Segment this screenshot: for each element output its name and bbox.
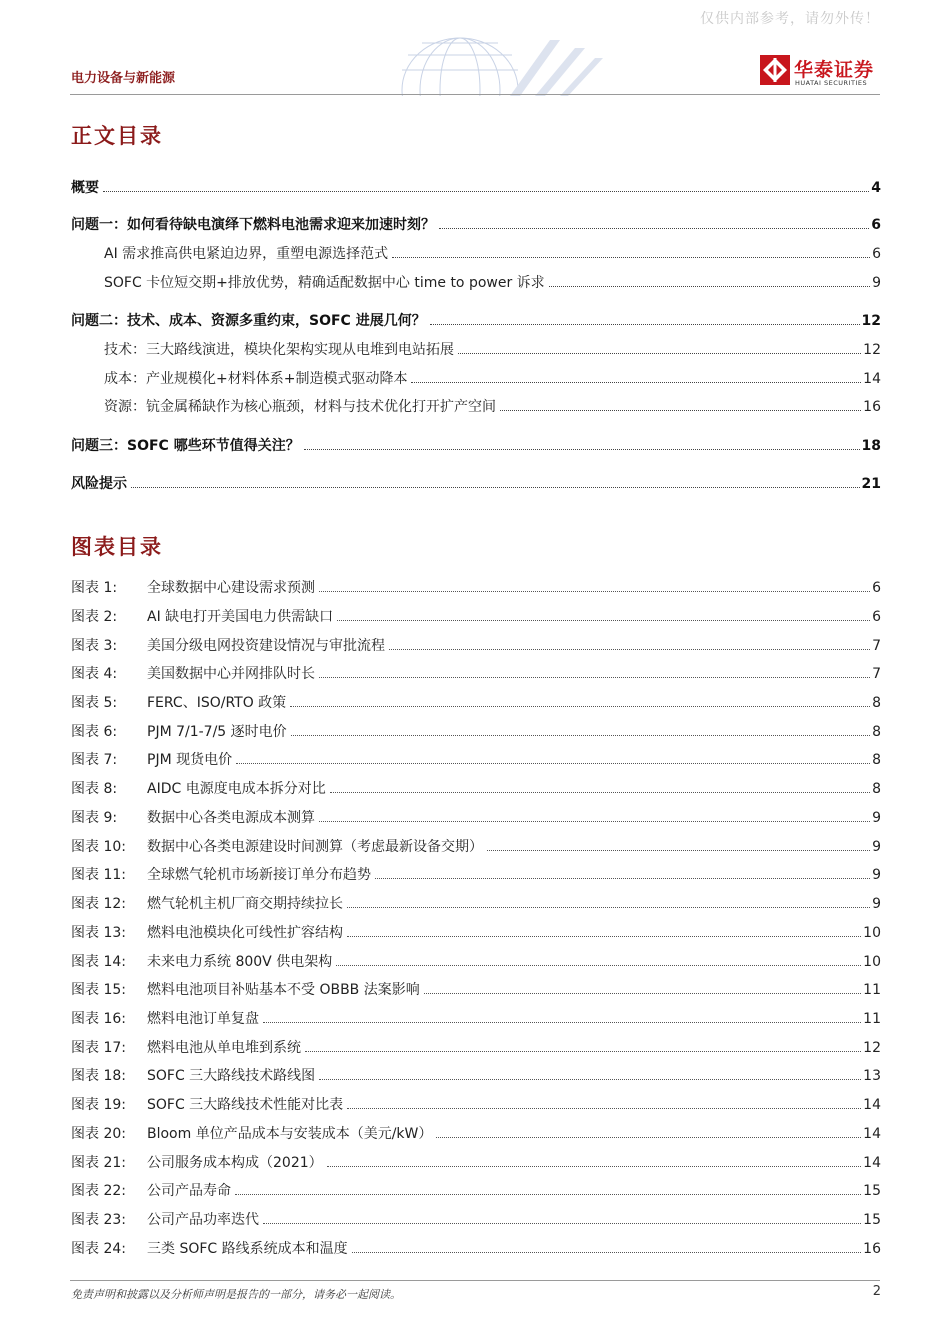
figure-entry-number: 图表 9: bbox=[71, 809, 118, 826]
toc-entry-page: 12 bbox=[863, 342, 881, 358]
dot-leader bbox=[375, 878, 870, 879]
figure-entry-page: 6 bbox=[872, 580, 881, 596]
figure-entry-number: 图表 19: bbox=[71, 1097, 126, 1114]
figure-entry-page: 8 bbox=[872, 694, 881, 711]
figure-entry[interactable] bbox=[71, 692, 881, 712]
watermark-text: 仅供内部参考，请勿外传！ bbox=[700, 11, 880, 27]
figure-entry-page: 11 bbox=[863, 982, 881, 999]
figure-entry-label: PJM 7/1-7/5 逐时电价 bbox=[147, 723, 287, 740]
toc-entry-label: SOFC 卡位短交期+排放优势，精确适配数据中心 time to power 诉求 bbox=[104, 275, 545, 291]
figure-entry[interactable] bbox=[71, 577, 881, 597]
dot-leader bbox=[549, 286, 870, 287]
figure-entry-number: 图表 6: bbox=[71, 723, 118, 740]
figure-entry[interactable] bbox=[71, 721, 881, 741]
toc-entry-page: 16 bbox=[863, 399, 881, 415]
figure-entry-label: 燃料电池项目补贴基本不受 OBBB 法案影响 bbox=[147, 982, 420, 999]
figure-entry-number: 图表 10: bbox=[71, 838, 126, 855]
figure-entry-label: SOFC 三大路线技术路线图 bbox=[147, 1068, 316, 1085]
dot-leader bbox=[389, 649, 870, 650]
figure-entry-label: 美国分级电网投资建设情况与审批流程 bbox=[147, 637, 385, 654]
dot-leader bbox=[330, 792, 870, 793]
figure-entry-number: 图表 1: bbox=[71, 580, 118, 596]
figure-entry-label: 未来电力系统 800V 供电架构 bbox=[147, 953, 333, 970]
figure-entry-page: 13 bbox=[863, 1068, 881, 1085]
figure-entry[interactable] bbox=[71, 606, 881, 626]
figure-entry[interactable] bbox=[71, 663, 881, 683]
toc-subentry[interactable] bbox=[104, 272, 881, 292]
figure-entry-page: 10 bbox=[863, 924, 881, 941]
figure-entry[interactable] bbox=[71, 778, 881, 798]
figure-entry-page: 8 bbox=[872, 781, 881, 798]
figure-entry-page: 16 bbox=[863, 1240, 881, 1257]
dot-leader bbox=[352, 1252, 862, 1253]
dot-leader bbox=[436, 1137, 861, 1138]
figure-entry-label: SOFC 三大路线技术性能对比表 bbox=[147, 1097, 344, 1114]
figure-entry[interactable] bbox=[71, 864, 881, 884]
figure-entry[interactable] bbox=[71, 922, 881, 942]
toc-entry-page: 14 bbox=[863, 371, 881, 387]
figure-entry-label: 美国数据中心并网排队时长 bbox=[147, 666, 315, 683]
toc-entry-label: 风险提示 bbox=[71, 476, 127, 492]
figure-entry-label: 数据中心各类电源成本测算 bbox=[147, 809, 315, 826]
dot-leader bbox=[347, 936, 861, 937]
figure-entry-page: 14 bbox=[863, 1154, 881, 1171]
toc-entry-label: AI 需求推高供电紧迫边界，重塑电源选择范式 bbox=[104, 246, 389, 262]
dot-leader bbox=[131, 487, 860, 488]
toc-entry-page: 6 bbox=[871, 217, 881, 233]
figure-entry-number: 图表 3: bbox=[71, 637, 118, 654]
dot-leader bbox=[458, 353, 861, 354]
toc-entry-page: 21 bbox=[861, 476, 881, 492]
figure-entry-number: 图表 11: bbox=[71, 867, 126, 884]
toc-entry-page: 6 bbox=[872, 246, 881, 262]
figure-entry-page: 12 bbox=[863, 1039, 881, 1056]
figure-entry-page: 8 bbox=[872, 723, 881, 740]
dot-leader bbox=[290, 706, 870, 707]
figure-entry-page: 14 bbox=[863, 1125, 881, 1142]
figure-entry-number: 图表 22: bbox=[71, 1183, 126, 1200]
figure-entry-number: 图表 15: bbox=[71, 982, 126, 999]
dot-leader bbox=[263, 1223, 861, 1224]
figure-entry[interactable] bbox=[71, 836, 881, 856]
dot-leader bbox=[235, 1194, 861, 1195]
dot-leader bbox=[327, 1166, 862, 1167]
figure-entry-number: 图表 12: bbox=[71, 896, 126, 912]
figure-entry-label: FERC、ISO/RTO 政策 bbox=[147, 694, 287, 711]
figure-entry-page: 10 bbox=[863, 953, 881, 970]
figure-entry-page: 9 bbox=[872, 896, 881, 912]
dot-leader bbox=[336, 965, 861, 966]
figure-entry-page: 11 bbox=[863, 1011, 881, 1027]
figure-entry-page: 15 bbox=[863, 1183, 881, 1200]
figure-entry-number: 图表 21: bbox=[71, 1154, 126, 1171]
dot-leader bbox=[291, 735, 870, 736]
figures-title: 图表目录 bbox=[71, 535, 163, 559]
figure-entry-label: 数据中心各类电源建设时间测算（考虑最新设备交期） bbox=[147, 838, 483, 855]
figure-entry[interactable] bbox=[71, 1065, 881, 1085]
toc-subentry[interactable] bbox=[104, 396, 881, 416]
figure-entry-number: 图表 14: bbox=[71, 953, 126, 970]
dot-leader bbox=[319, 1079, 861, 1080]
figure-entry-number: 图表 4: bbox=[71, 666, 118, 683]
dot-leader bbox=[392, 257, 870, 258]
footer-divider bbox=[70, 1280, 880, 1281]
figure-entry[interactable] bbox=[71, 1152, 881, 1172]
dot-leader bbox=[319, 677, 870, 678]
figure-entry[interactable] bbox=[71, 1094, 881, 1114]
figure-entry-number: 图表 13: bbox=[71, 924, 126, 941]
dot-leader bbox=[347, 1108, 861, 1109]
dot-leader bbox=[424, 993, 861, 994]
figure-entry-label: 三类 SOFC 路线系统成本和温度 bbox=[147, 1240, 348, 1257]
figure-entry-label: 全球燃气轮机市场新接订单分布趋势 bbox=[147, 867, 371, 884]
figure-entry-number: 图表 20: bbox=[71, 1125, 126, 1142]
dot-leader bbox=[319, 591, 870, 592]
figure-entry[interactable] bbox=[71, 1037, 881, 1057]
toc-entry[interactable] bbox=[71, 214, 881, 234]
toc-entry-page: 4 bbox=[871, 180, 881, 196]
dot-leader bbox=[263, 1022, 861, 1023]
figure-entry-page: 7 bbox=[872, 637, 881, 654]
figure-entry[interactable] bbox=[71, 893, 881, 913]
huatai-logo-mark-icon bbox=[760, 55, 790, 85]
page-number: 2 bbox=[872, 1284, 881, 1299]
toc-entry-label: 问题二：技术、成本、资源多重约束，SOFC 进展几何？ bbox=[71, 313, 426, 329]
toc-title: 正文目录 bbox=[71, 124, 163, 148]
toc-entry-page: 18 bbox=[861, 438, 881, 454]
dot-leader bbox=[337, 620, 870, 621]
toc-entry[interactable] bbox=[71, 473, 881, 493]
toc-entry-page: 9 bbox=[872, 275, 881, 291]
figure-entry-page: 15 bbox=[863, 1212, 881, 1229]
dot-leader bbox=[236, 763, 870, 764]
figure-entry[interactable] bbox=[71, 951, 881, 971]
dot-leader bbox=[347, 907, 870, 908]
dot-leader bbox=[439, 228, 869, 229]
figure-entry-label: 公司产品功率迭代 bbox=[147, 1212, 259, 1229]
figure-entry-number: 图表 8: bbox=[71, 781, 118, 798]
dot-leader bbox=[430, 324, 860, 325]
toc-entry-label: 资源：钪金属稀缺作为核心瓶颈，材料与技术优化打开扩产空间 bbox=[104, 399, 496, 415]
figure-entry-label: 燃料电池从单电堆到系统 bbox=[147, 1039, 301, 1056]
figure-entry[interactable] bbox=[71, 1123, 881, 1143]
figure-entry-number: 图表 24: bbox=[71, 1240, 126, 1257]
dot-leader bbox=[103, 191, 869, 192]
figure-entry-label: 公司产品寿命 bbox=[147, 1183, 231, 1200]
dot-leader bbox=[487, 850, 870, 851]
figure-entry[interactable] bbox=[71, 1238, 881, 1258]
figure-entry-label: Bloom 单位产品成本与安装成本（美元/kW） bbox=[147, 1125, 433, 1142]
figure-entry[interactable] bbox=[71, 1180, 881, 1200]
dot-leader bbox=[304, 449, 860, 450]
figure-entry-label: AIDC 电源度电成本拆分对比 bbox=[147, 781, 326, 798]
toc-entry-label: 技术：三大路线演进，模块化架构实现从电堆到电站拓展 bbox=[104, 342, 454, 358]
toc-entry[interactable] bbox=[71, 435, 881, 455]
figure-entry-number: 图表 18: bbox=[71, 1068, 126, 1085]
figure-entry-label: 燃料电池模块化可线性扩容结构 bbox=[147, 924, 343, 941]
header-divider bbox=[70, 94, 880, 95]
huatai-logo bbox=[760, 55, 885, 89]
figure-entry[interactable] bbox=[71, 1008, 881, 1028]
figure-entry-label: 公司服务成本构成（2021） bbox=[147, 1154, 323, 1171]
dot-leader bbox=[411, 382, 861, 383]
figure-entry[interactable] bbox=[71, 1209, 881, 1229]
report-category: 电力设备与新能源 bbox=[71, 71, 176, 86]
footer-disclaimer: 免责声明和披露以及分析师声明是报告的一部分，请务必一起阅读。 bbox=[71, 1288, 401, 1301]
figure-entry-number: 图表 16: bbox=[71, 1011, 126, 1027]
figure-entry-label: PJM 现货电价 bbox=[147, 752, 233, 769]
figure-entry[interactable] bbox=[71, 635, 881, 655]
toc-entry-page: 12 bbox=[861, 313, 881, 329]
figure-entry-label: AI 缺电打开美国电力供需缺口 bbox=[147, 608, 334, 625]
figure-entry-label: 燃气轮机主机厂商交期持续拉长 bbox=[147, 896, 343, 912]
dot-leader bbox=[305, 1051, 861, 1052]
toc-entry-label: 问题一：如何看待缺电演绎下燃料电池需求迎来加速时刻？ bbox=[71, 217, 435, 233]
figure-entry-page: 14 bbox=[863, 1097, 881, 1114]
toc-entry-label: 概要 bbox=[71, 180, 99, 196]
figure-entry-label: 全球数据中心建设需求预测 bbox=[147, 580, 315, 596]
figure-entry-number: 图表 5: bbox=[71, 694, 118, 711]
toc-subentry[interactable] bbox=[104, 243, 881, 263]
figure-entry-page: 8 bbox=[872, 752, 881, 769]
figure-entry[interactable] bbox=[71, 749, 881, 769]
globe-graphic bbox=[360, 30, 620, 96]
toc-subentry[interactable] bbox=[104, 368, 881, 388]
logo-chinese-name: 华泰证券 bbox=[794, 59, 875, 81]
toc-entry[interactable] bbox=[71, 177, 881, 197]
toc-entry[interactable] bbox=[71, 310, 881, 330]
figure-entry-label: 燃料电池订单复盘 bbox=[147, 1011, 259, 1027]
figure-entry-number: 图表 2: bbox=[71, 608, 118, 625]
figure-entry-number: 图表 7: bbox=[71, 752, 118, 769]
toc-subentry[interactable] bbox=[104, 339, 881, 359]
toc-entry-label: 问题三：SOFC 哪些环节值得关注？ bbox=[71, 438, 300, 454]
figure-entry-page: 7 bbox=[872, 666, 881, 683]
figure-entry-page: 6 bbox=[872, 608, 881, 625]
logo-english-name: HUATAI SECURITIES bbox=[795, 79, 868, 87]
figure-entry[interactable] bbox=[71, 979, 881, 999]
figure-entry-number: 图表 17: bbox=[71, 1039, 126, 1056]
figure-entry-number: 图表 23: bbox=[71, 1212, 126, 1229]
toc-entry-label: 成本：产业规模化+材料体系+制造模式驱动降本 bbox=[104, 371, 408, 387]
figure-entry[interactable] bbox=[71, 807, 881, 827]
figure-entry-page: 9 bbox=[872, 867, 881, 884]
dot-leader bbox=[500, 410, 861, 411]
figure-entry-page: 9 bbox=[872, 838, 881, 855]
figure-entry-page: 9 bbox=[872, 809, 881, 826]
dot-leader bbox=[319, 821, 870, 822]
